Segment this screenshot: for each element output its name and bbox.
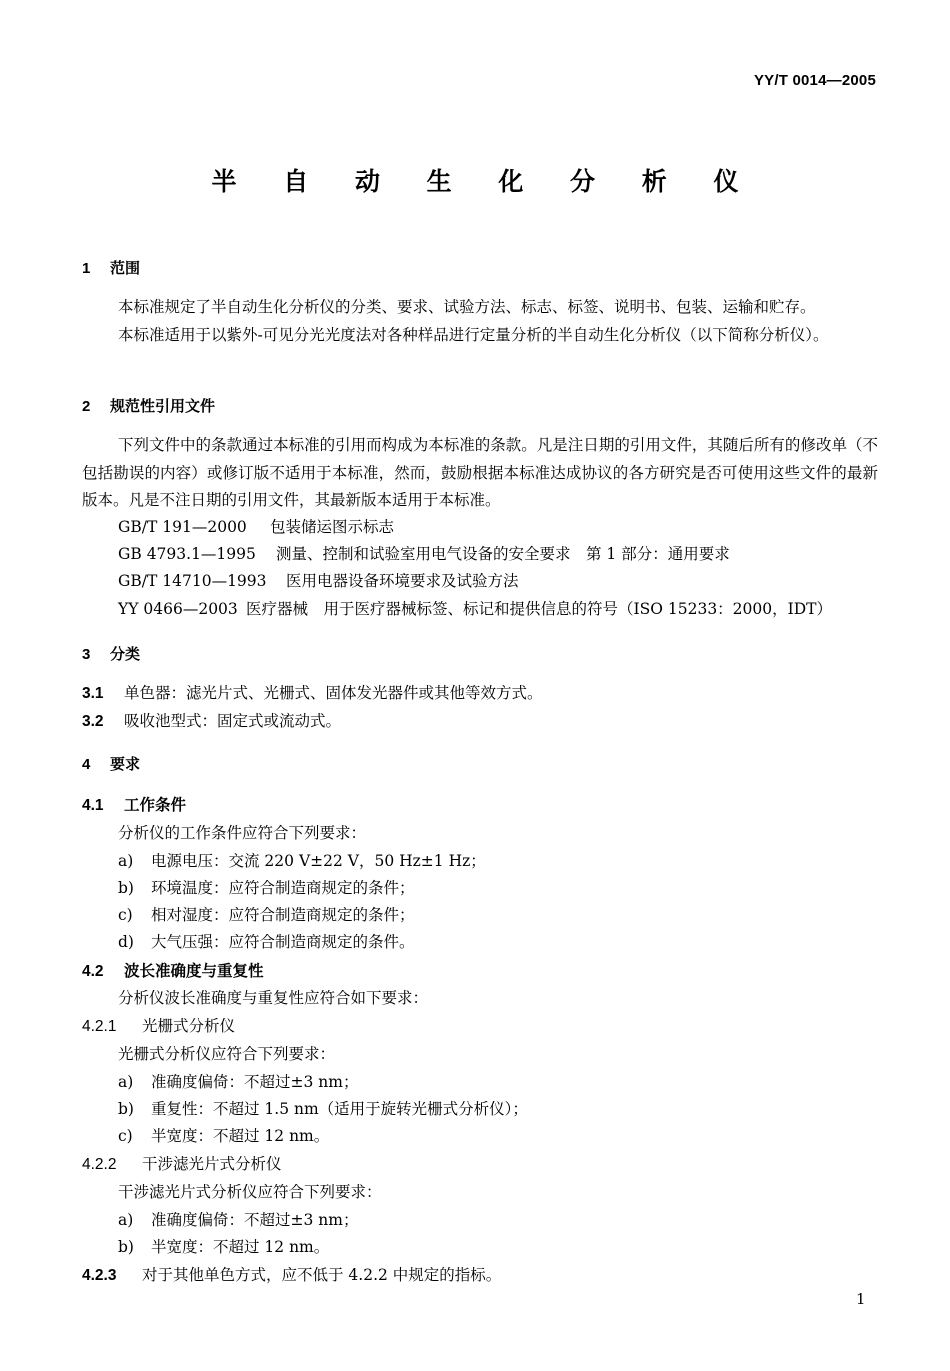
section-title: 范围 [110, 259, 141, 277]
list-item [118, 1098, 528, 1120]
list-text: 重复性：不超过 1.5 nm（适用于旋转光栅式分析仪）； [151, 1100, 528, 1118]
clause-title: 光栅式分析仪 [142, 1017, 236, 1035]
list-item [118, 850, 486, 872]
reference-item [118, 516, 394, 538]
clause-4-2-2-intro: 干涉滤光片式分析仪应符合下列要求： [118, 1183, 382, 1201]
reference-code: GB 4793.1—1995 [118, 545, 256, 563]
list-item [118, 1236, 329, 1258]
clause-title: 工作条件 [124, 796, 187, 814]
reference-title: 包装储运图示标志 [270, 518, 395, 536]
reference-item [118, 598, 832, 620]
clause-4-1-intro: 分析仪的工作条件应符合下列要求： [118, 824, 367, 842]
section-number: 3 [82, 646, 91, 663]
list-item [118, 1125, 329, 1147]
section-1-paragraph-1: 本标准规定了半自动生化分析仪的分类、要求、试验方法、标志、标签、说明书、包装、运输和贮存。 [118, 298, 816, 316]
list-text: 半宽度：不超过 12 nm。 [151, 1238, 330, 1256]
section-3-heading [82, 643, 140, 666]
section-2-paragraph: 下列文件中的条款通过本标准的引用而构成为本标准的条款。凡是注日期的引用文件，其随后所有的修改单（不包括勘误的内容）或修订版不适用于本标准，然而，鼓励根据本标准达成协议的各方研究是否可使用这些文件的最新版本。凡是不注日期的引用文件，其最新版本适用于本标准。 [82, 436, 878, 509]
list-label: a) [118, 1073, 134, 1091]
clause-3-2 [82, 710, 341, 733]
list-label: b) [118, 1100, 134, 1118]
list-item [118, 877, 415, 899]
clause-number: 3.2 [82, 713, 104, 730]
clause-4-2-2-heading [82, 1153, 282, 1176]
list-label: b) [118, 879, 134, 897]
list-item [118, 931, 415, 953]
clause-number: 4.1 [82, 797, 104, 814]
clause-4-1-heading [82, 794, 186, 817]
list-item [118, 1071, 358, 1093]
reference-title: 测量、控制和试验室用电气设备的安全要求 第 1 部分：通用要求 [276, 545, 730, 563]
clause-4-2-heading [82, 960, 264, 983]
list-text: 相对湿度：应符合制造商规定的条件； [151, 906, 415, 924]
section-1-heading [82, 257, 140, 280]
reference-code: GB/T 191—2000 [118, 518, 247, 536]
section-4-heading [82, 753, 140, 776]
list-label: a) [118, 852, 134, 870]
clause-number: 4.2.1 [82, 1018, 117, 1035]
list-label: a) [118, 1211, 134, 1229]
list-label: c) [118, 906, 133, 924]
standard-number: YY/T 0014—2005 [753, 72, 876, 89]
section-number: 2 [82, 398, 91, 415]
list-item [118, 1209, 358, 1231]
clause-4-2-intro: 分析仪波长准确度与重复性应符合如下要求： [118, 989, 429, 1007]
list-item [118, 904, 415, 926]
clause-number: 4.2.3 [82, 1267, 117, 1284]
clause-text: 单色器：滤光片式、光栅式、固体发光器件或其他等效方式。 [124, 684, 543, 702]
section-number: 4 [82, 756, 91, 773]
clause-4-2-1-intro: 光栅式分析仪应符合下列要求： [118, 1045, 336, 1063]
list-label: c) [118, 1127, 133, 1145]
list-label: d) [118, 933, 134, 951]
clause-text: 吸收池型式：固定式或流动式。 [124, 712, 342, 730]
reference-item [118, 543, 730, 565]
list-text: 环境温度：应符合制造商规定的条件； [151, 879, 415, 897]
reference-code: GB/T 14710—1993 [118, 572, 267, 590]
section-title: 要求 [110, 755, 141, 773]
section-title: 规范性引用文件 [110, 397, 216, 415]
section-1-paragraph-2: 本标准适用于以紫外-可见分光光度法对各种样品进行定量分析的半自动生化分析仪（以下简称分析仪）。 [118, 326, 829, 344]
list-text: 准确度偏倚：不超过±3 nm； [151, 1211, 359, 1229]
reference-code: YY 0466—2003 [118, 600, 238, 618]
clause-number: 4.2 [82, 963, 104, 980]
list-text: 大气压强：应符合制造商规定的条件。 [151, 933, 415, 951]
section-title: 分类 [110, 645, 141, 663]
clause-text: 对于其他单色方式，应不低于 4.2.2 中规定的指标。 [142, 1266, 502, 1284]
reference-item [118, 570, 519, 592]
page-number: 1 [856, 1290, 866, 1308]
clause-4-2-3 [82, 1264, 501, 1287]
list-text: 准确度偏倚：不超过±3 nm； [151, 1073, 359, 1091]
reference-title: 医疗器械 用于医疗器械标签、标记和提供信息的符号（ISO 15233：2000，IDT） [246, 600, 833, 618]
clause-number: 4.2.2 [82, 1156, 117, 1173]
section-2-heading [82, 395, 215, 418]
list-text: 电源电压：交流 220 V±22 V，50 Hz±1 Hz； [151, 852, 486, 870]
clause-title: 波长准确度与重复性 [124, 962, 264, 980]
section-number: 1 [82, 260, 91, 277]
clause-number: 3.1 [82, 685, 104, 702]
clause-4-2-1-heading [82, 1015, 235, 1038]
clause-title: 干涉滤光片式分析仪 [142, 1155, 282, 1173]
list-text: 半宽度：不超过 12 nm。 [151, 1127, 330, 1145]
clause-3-1 [82, 682, 543, 705]
document-title: 半 自 动 生 化 分 析 仪 [211, 167, 758, 196]
list-label: b) [118, 1238, 134, 1256]
reference-title: 医用电器设备环境要求及试验方法 [286, 572, 519, 590]
